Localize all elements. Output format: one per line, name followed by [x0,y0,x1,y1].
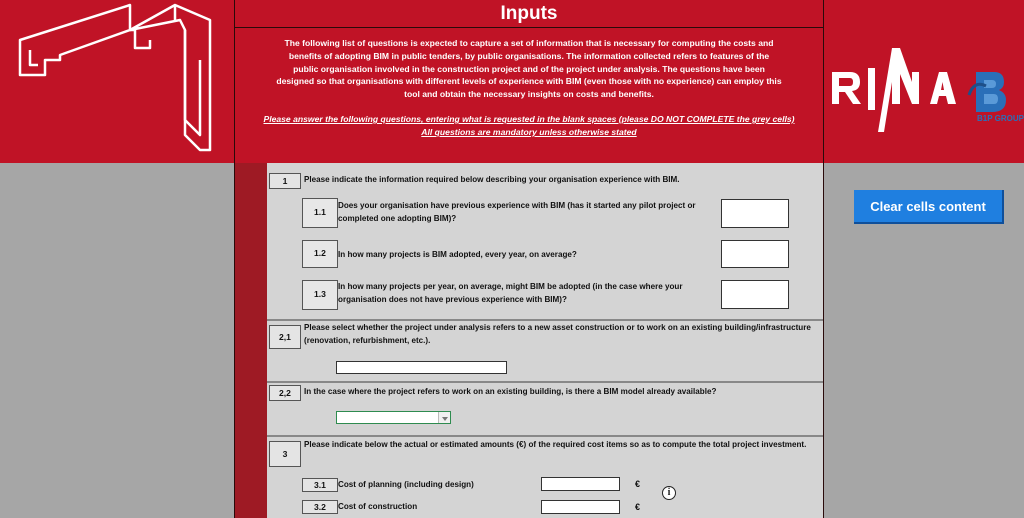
instructions-line: Please answer the following questions, entering what is requested in the blank spaces (please DO NOT COMPLETE the grey cells) [263,113,795,124]
previous-bim-experience-input[interactable] [721,199,789,228]
section-divider [267,319,823,321]
page-title: Inputs [235,0,823,28]
cost-item-label: Cost of construction [338,502,418,511]
rina-logo [824,0,1024,163]
section-divider [267,381,823,383]
subquestion-number: 1.1 [314,207,326,217]
cost-of-construction-input[interactable] [541,500,620,514]
chevron-down-icon[interactable] [438,412,450,423]
header-panel [234,0,824,163]
building-logo-panel [0,0,234,163]
subquestion-text: Does your organisation have previous experience with BIM (has it started any pilot project or completed one adopting BIM)? [338,201,696,223]
instructions [235,113,823,139]
potential-bim-projects-input[interactable] [721,280,789,309]
question-text: Please indicate the information required below describing your organisation experience with BIM. [304,175,680,184]
question-number: 1 [269,173,301,189]
partner-logos-panel [824,0,1024,163]
cost-item-number: 3.1 [302,478,338,492]
question-number: 2,1 [269,325,301,349]
section-marker-strip [235,163,267,518]
question-number: 3 [269,441,301,467]
section-divider [267,435,823,437]
cost-item-number: 3.2 [302,500,338,514]
question-text: Please select whether the project under analysis refers to a new asset construction or to work on an existing building/infrastructure (renovation, refurbishment, etc.). [304,323,811,345]
subquestion-text: In how many projects is BIM adopted, every year, on average? [338,250,577,259]
cost-item-label: Cost of planning (including design) [338,480,474,489]
clear-cells-button[interactable]: Clear cells content [854,190,1004,224]
building-logo-icon [0,0,234,163]
bim-projects-per-year-input[interactable] [721,240,789,268]
question-form [234,163,824,518]
left-margin [0,163,234,518]
subquestion-number: 1.3 [314,289,326,299]
b1p-label: B1P GROUP [977,114,1024,123]
subquestion-text: In how many projects per year, on average, might BIM be adopted (in the case where your organisation does not have previous experience with BIM)? [338,282,683,304]
intro-text: The following list of questions is expected to capture a set of information that is necessary for computing the costs and benefits of adopting BIM in public tenders, by public organisations. The information collected refers to features of the public organisation involved in the construction project and of the project under analysis. The questions have been designed so that organisations with different levels of experience with BIM (even those with no experience) can employ this tool and obtain the necessary insights on costs and benefits. [276,38,782,100]
euro-unit: € [635,479,641,489]
info-icon[interactable]: i [662,486,676,500]
bim-model-available-dropdown[interactable] [336,411,451,424]
subquestion-number: 1.2 [314,248,326,258]
cost-of-planning-input[interactable] [541,477,620,491]
question-text: Please indicate below the actual or estimated amounts (€) of the required cost items so as to compute the total project investment. [304,440,807,449]
question-number: 2,2 [269,385,301,401]
question-text: In the case where the project refers to work on an existing building, is there a BIM model already available? [304,387,717,396]
euro-unit: € [635,502,641,512]
b1p-logo-icon [969,72,1006,112]
instructions-line: All questions are mandatory unless otherwise stated [421,126,637,137]
project-type-input[interactable] [336,361,507,374]
